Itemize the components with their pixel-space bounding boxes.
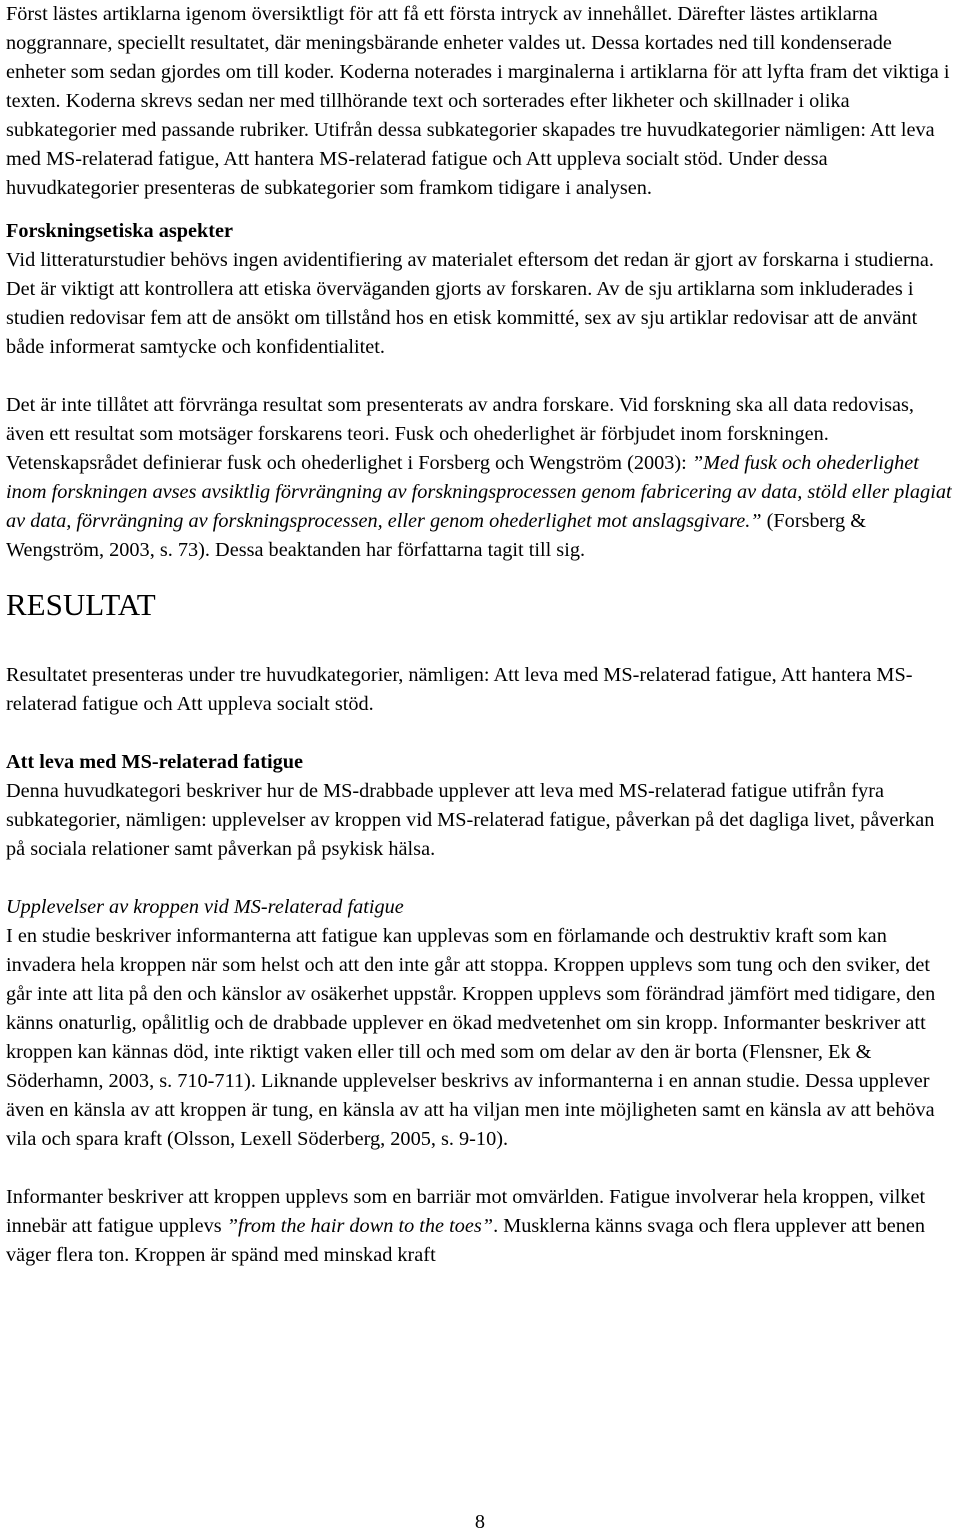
results-intro: Resultatet presenteras under tre huvudkategorier, nämligen: Att leva med MS-relaterad fatigue, Att hantera MS-relaterad fatigue och Att uppleva socialt stöd. <box>6 664 913 715</box>
ethics-p2-text-end: (Forsberg & Wengström, 2003, s. 73). Dessa beaktanden har författarna tagit till sig. <box>6 510 866 561</box>
page-number: 8 <box>474 1511 486 1533</box>
category-description: Denna huvudkategori beskriver hur de MS-drabbade upplever att leva med MS-relaterad fatigue utifrån fyra subkategorier, nämligen: upplevelser av kroppen vid MS-relaterad fatigue, påverkan på det dagliga livet, påverkan på sociala relationer samt påverkan på psykisk hälsa. <box>6 780 935 860</box>
subcategory-p2-text-end: . Musklerna känns svaga och flera upplever att benen väger flera ton. Kroppen är spänd med minskad kraft <box>6 1215 926 1266</box>
ethics-p2-quote: ”Med fusk och ohederlighet inom forskningen avses avsiktlig förvrängning av forskningsprocessen genom fabricering av data, stöld eller plagiat av data, förvrängning av forskningsprocessen, eller genom ohederlighet mot anslagsgivare.” <box>6 452 952 532</box>
ethics-p2-text-start: Det är inte tillåtet att förvränga resultat som presenterats av andra forskare. Vid forskning ska all data redovisas, även ett resultat som motsäger forskarens teori. Fusk och ohederlighet är förbjudet inom forskningen. Vetenskapsrådet definierar fusk och ohederlighet i Forsberg och Wengström (2003): <box>6 394 914 474</box>
subcategory-paragraph-1: I en studie beskriver informanterna att fatigue kan upplevas som en förlamande och destruktiv kraft som kan invadera hela kroppen när som helst och att den inte går att stoppa. Kroppen upplevs som tung och den sviker, det går inte att lita på den och känslor av osäkerhet uppstår. Kroppen upplevs som förändrad jämfört med tidigare, den känns onaturlig, opålitlig och de drabbade upplever en ökad medvetenhet om sin kropp. Informanter beskriver att kroppen kan kännas död, inte riktigt vaken eller till och med som om delar av den är borta (Flensner, Ek & Söderhamn, 2003, s. 710-711). Liknande upplevelser beskrivs av informanterna i en annan studie. Dessa upplever även en känsla av att kroppen är tung, en känsla av att ha viljan men inte möjligheten samt en känsla av att behöva vila och spara kraft (Olsson, Lexell Söderberg, 2005, s. 9-10). <box>6 925 936 1150</box>
subcategory-p2-text-start: Informanter beskriver att kroppen upplevs som en barriär mot omvärlden. Fatigue involverar hela kroppen, vilket innebär att fatigue upplevs <box>6 1186 926 1237</box>
method-paragraph: Först lästes artiklarna igenom översiktligt för att få ett första intryck av innehållet. Därefter lästes artiklarna noggrannare, speciellt resultatet, där meningsbärande enheter valdes ut. Dessa kortades ned till kondenserade enheter som sedan gjordes om till koder. Koderna noterades i marginalerna i artiklarna för att lyfta fram det viktiga i texten. Koderna skrevs sedan ner med tillhörande text och sorterades efter likheter och skillnader i olika subkategorier med passande rubriker. Utifrån dessa subkategorier skapades tre huvudkategorier nämligen: Att leva med MS-relaterad fatigue, Att hantera MS-relaterad fatigue och Att uppleva socialt stöd. Under dessa huvudkategorier presenteras de subkategorier som framkom tidigare i analysen. <box>6 3 950 199</box>
subcategory-heading: Upplevelser av kroppen vid MS-relaterad fatigue <box>6 896 404 918</box>
ethics-paragraph-1: Vid litteraturstudier behövs ingen avidentifiering av materialet eftersom det redan är gjort av forskarna i studierna. Det är viktigt att kontrollera att etiska överväganden gjorts av forskaren. Av de sju artiklarna som inkluderades i studien redovisar fem att de ansökt om tillstånd hos en etisk kommitté, sex av sju artiklar redovisar att de använt både informerat samtycke och konfidentialitet. <box>6 249 935 358</box>
subcategory-p2-quote: ”from the hair down to the toes” <box>226 1215 494 1237</box>
results-title: RESULTAT <box>6 587 156 622</box>
category-heading: Att leva med MS-relaterad fatigue <box>6 751 303 773</box>
subcategory-paragraph-2 <box>6 1183 956 1270</box>
ethics-heading: Forskningsetiska aspekter <box>6 220 234 242</box>
ethics-paragraph-2 <box>6 391 956 565</box>
document-page <box>6 0 956 1270</box>
